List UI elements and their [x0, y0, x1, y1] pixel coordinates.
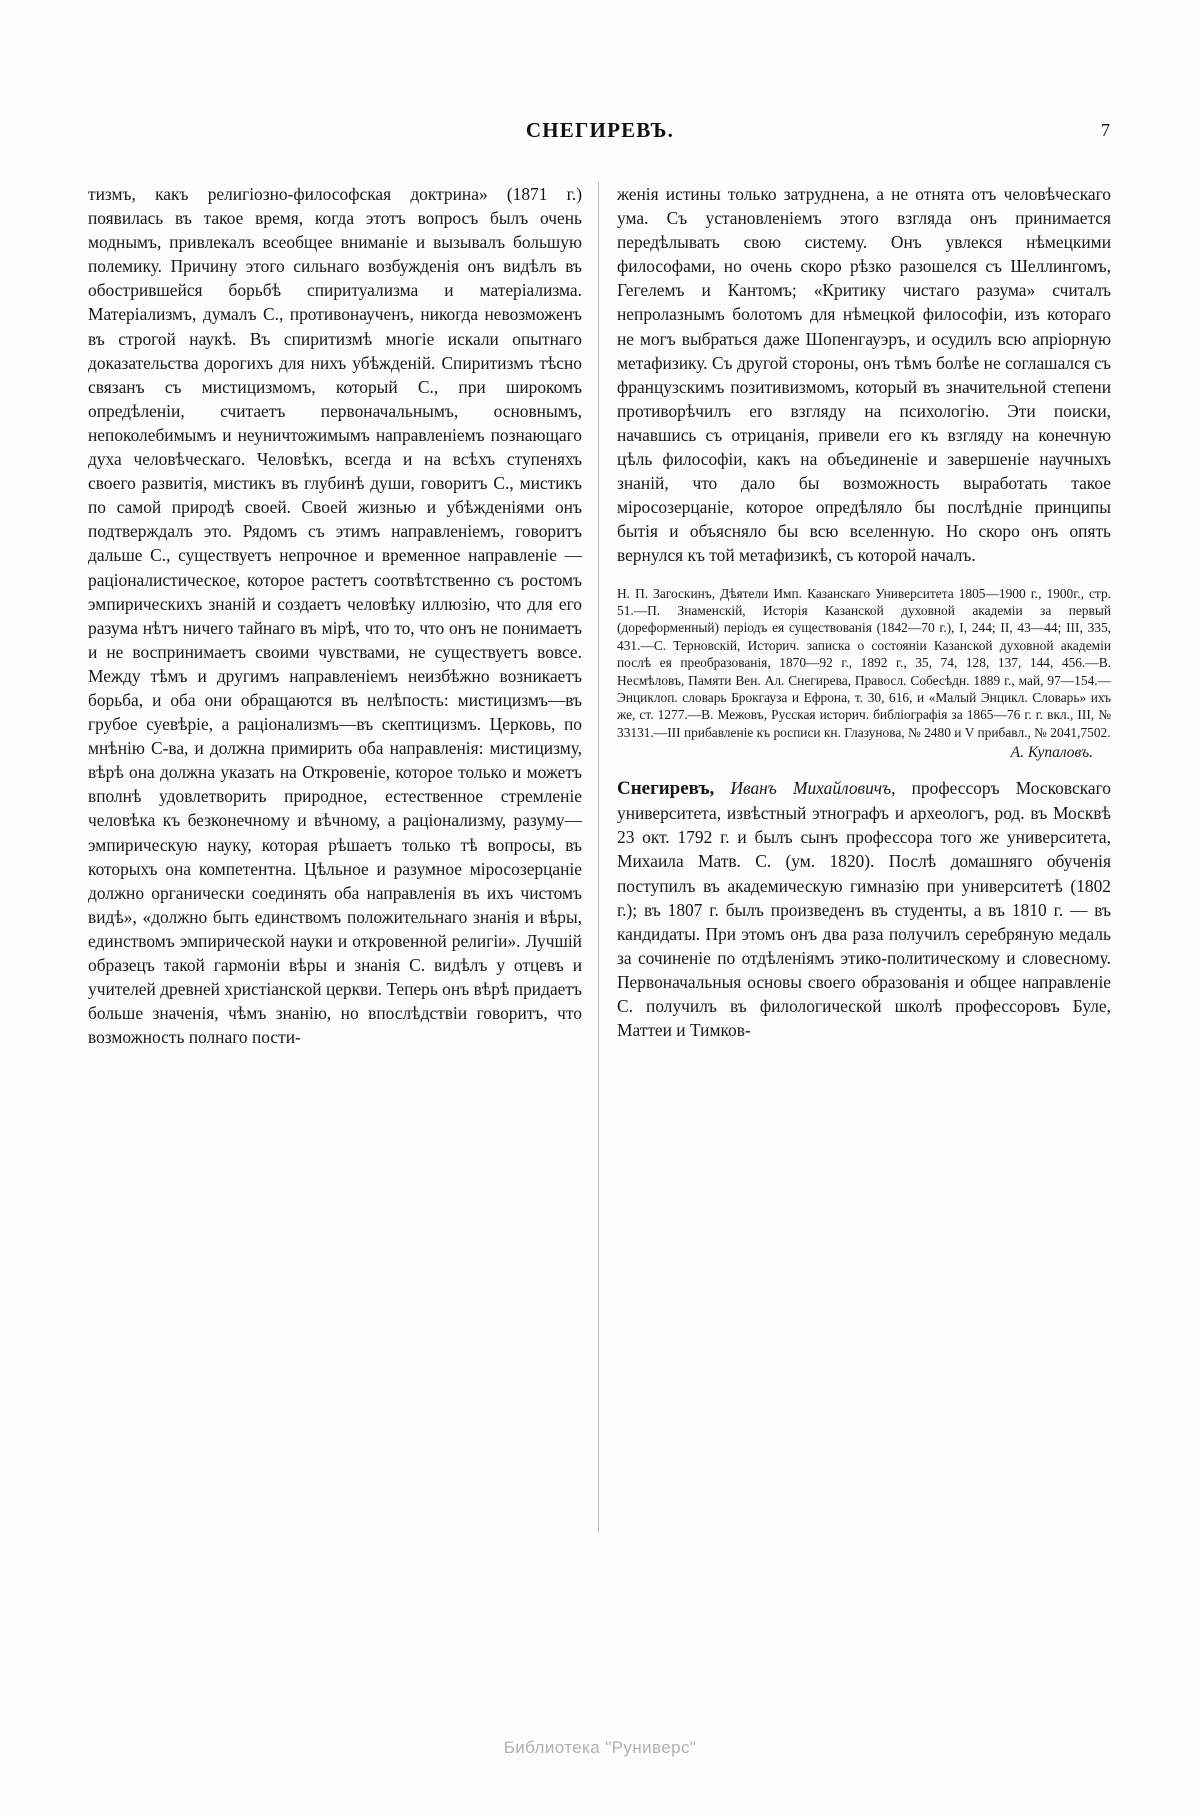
page-header	[90, 118, 1110, 148]
page-title: СНЕГИРЕВЪ.	[525, 118, 675, 142]
bibliographic-references: Н. П. Загоскинъ, Дѣятели Имп. Казанскаго Университета 1805—1900 г., 1900г., стр. 51.—П. Знаменскій, Исторія Казанской духовной академіи за первый (дореформенный) періодъ ея существованія (1842—70 г.), I, 244; II, 43—44; III, 335, 431.—С. Терновскій, Историч. записка о состояніи Казанской духовной академіи послѣ ея преобразованія, 1870—92 г., 1892 г., 35, 74, 128, 137, 144, 456.—В. Несмѣловъ, Памяти Вен. Ал. Снегирева, Правосл. Собесѣдн. 1889 г., май, 97—154.—Энциклоп. словарь Брокгауза и Ефрона, т. 30, 616, и «Малый Энцикл. Словарь» ихъ же, ст. 1277.—В. Межовъ, Русская историч. библіографія за 1865—76 г. г. вкл., III, № 33131.—III прибавленіе къ росписи кн. Глазунова, № 2480 и V прибавл., № 2041,7502.	[617, 585, 1111, 740]
author-signature: А. Купаловъ.	[1010, 744, 1093, 762]
two-column-text-body	[88, 182, 1112, 1532]
page-number: 7	[1101, 120, 1110, 140]
left-column-paragraph: тизмъ, какъ религіозно-философская доктрина» (1871 г.) появилась въ такое время, когда этотъ вопросъ былъ очень моднымъ, привлекалъ всеобщее вниманіе и вызывалъ большую полемику. Причину этого сильнаго возбужденія онъ видѣлъ въ обострившейся борьбѣ спиритуализма и матеріализма. Матеріализмъ, думалъ С., противонаученъ, никогда невозможенъ въ строгой наукѣ. Въ спиритизмѣ многіе искали опытнаго доказательства дорогихъ для нихъ убѣжденій. Спиритизмъ тѣсно связанъ съ мистицизмомъ, который С., при широкомъ опредѣленіи, считаетъ первоначальнымъ, основнымъ, непоколебимымъ и неуничтожимымъ направленіемъ познающаго духа человѣческаго. Человѣкъ, всегда и на всѣхъ ступеняхъ своего развитія, мистикъ въ глубинѣ души, говоритъ С., мистикъ по самой природѣ своей. Своей жизнью и убѣжденіями онъ подтверждалъ это. Рядомъ съ этимъ направленіемъ, говоритъ дальше С., существуетъ непрочное и временное направленіе — раціоналистическое, которое растетъ соотвѣтственно съ ростомъ эмпирическихъ знаній и создаетъ человѣку иллюзію, что для его разума нѣтъ ничего тайнаго въ мірѣ, что то, что онъ не понимаетъ и не воспринимаетъ своими чувствами, не существуетъ вовсе. Между тѣмъ и другимъ направленіемъ неизбѣжно возникаетъ борьба, и оба они обращаются въ нелѣпость: мистицизмъ—въ грубое суевѣріе, а раціонализмъ—въ скептицизмъ. Церковь, по мнѣнію С-ва, и должна примирить оба направленія: мистицизму, вѣрѣ она должна указать на Откровеніе, которое только и можетъ вполнѣ удовлетворить природное, естественное стремленіе человѣка къ безконечному и вѣчному, а раціонализму, разуму—эмпирическую науку, которая рѣшаетъ только тѣ вопросы, въ которыхъ она компетентна. Цѣльное и разумное міросозерцаніе должно органически соединять оба направленія въ ихъ чистомъ видѣ», «должно быть единствомъ положительнаго знанія и вѣры, единствомъ эмпирической науки и откровенной религіи». Лучшій образецъ такой гармоніи вѣры и знанія С. видѣлъ у отцевъ и учителей древней христіанской церкви. Теперь онъ вѣрѣ придаетъ больше значенія, чѣмъ знанію, но впослѣдствіи говоритъ, что возможность полнаго пости-	[88, 184, 582, 1048]
right-column	[599, 182, 1111, 1532]
entry-headword: Снегиревъ,	[617, 778, 715, 800]
entry-body-text: профессоръ Московскаго университета, извѣстный этнографъ и археологъ, род. въ Москвѣ 23 окт. 1792 г. и былъ сынъ профессора того же университета, Михаила Матв. С. (ум. 1820). Послѣ домашняго обученія поступилъ въ академическую гимназію при университетѣ (1802 г.); въ 1807 г. былъ произведенъ въ студенты, а въ 1810 г. — въ кандидаты. При этомъ онъ два раза получилъ серебряную медаль за сочиненіе по отдѣленіямъ этико-политическому и словесному. Первоначальныя основы своего образованія и общее направленіе С. получилъ въ филологической школѣ профессоровъ Буле, Маттеи и Тимков-	[617, 778, 1111, 1041]
left-column	[88, 182, 599, 1532]
dictionary-entry	[617, 776, 1111, 1042]
library-watermark: Библиотека "Руниверс"	[503, 1738, 697, 1757]
entry-person-name: Иванъ Михайловичъ,	[730, 778, 896, 799]
right-column-paragraph: женія истины только затруднена, а не отнята отъ человѣческаго ума. Съ установленіемъ этого взгляда онъ принимается передѣлывать свою систему. Онъ увлекся нѣмецкими философами, но очень скоро рѣзко разошелся съ Шеллингомъ, Гегелемъ и Кантомъ; «Критику чистаго разума» считалъ непролазнымъ болотомъ для нѣмецкой философіи, изъ котораго не могъ выбраться даже Шопенгауэръ, и осудилъ всю апріорную метафизику. Съ другой стороны, онъ тѣмъ болѣе не соглашался съ французскимъ позитивизмомъ, который въ значительной степени противорѣчилъ его взгляду на психологію. Эти поиски, начавшись съ отрицанія, привели его къ взгляду на конечную цѣль философіи, какъ на объединеніе и завершеніе научныхъ знаній, что дало бы возможность выработать такое міросозерцаніе, которое опредѣляло бы послѣдніе принципы бытія и объясняло бы всю вселенную. Но скоро онъ опять вернулся къ той метафизикѣ, съ которой началъ.	[617, 184, 1111, 566]
